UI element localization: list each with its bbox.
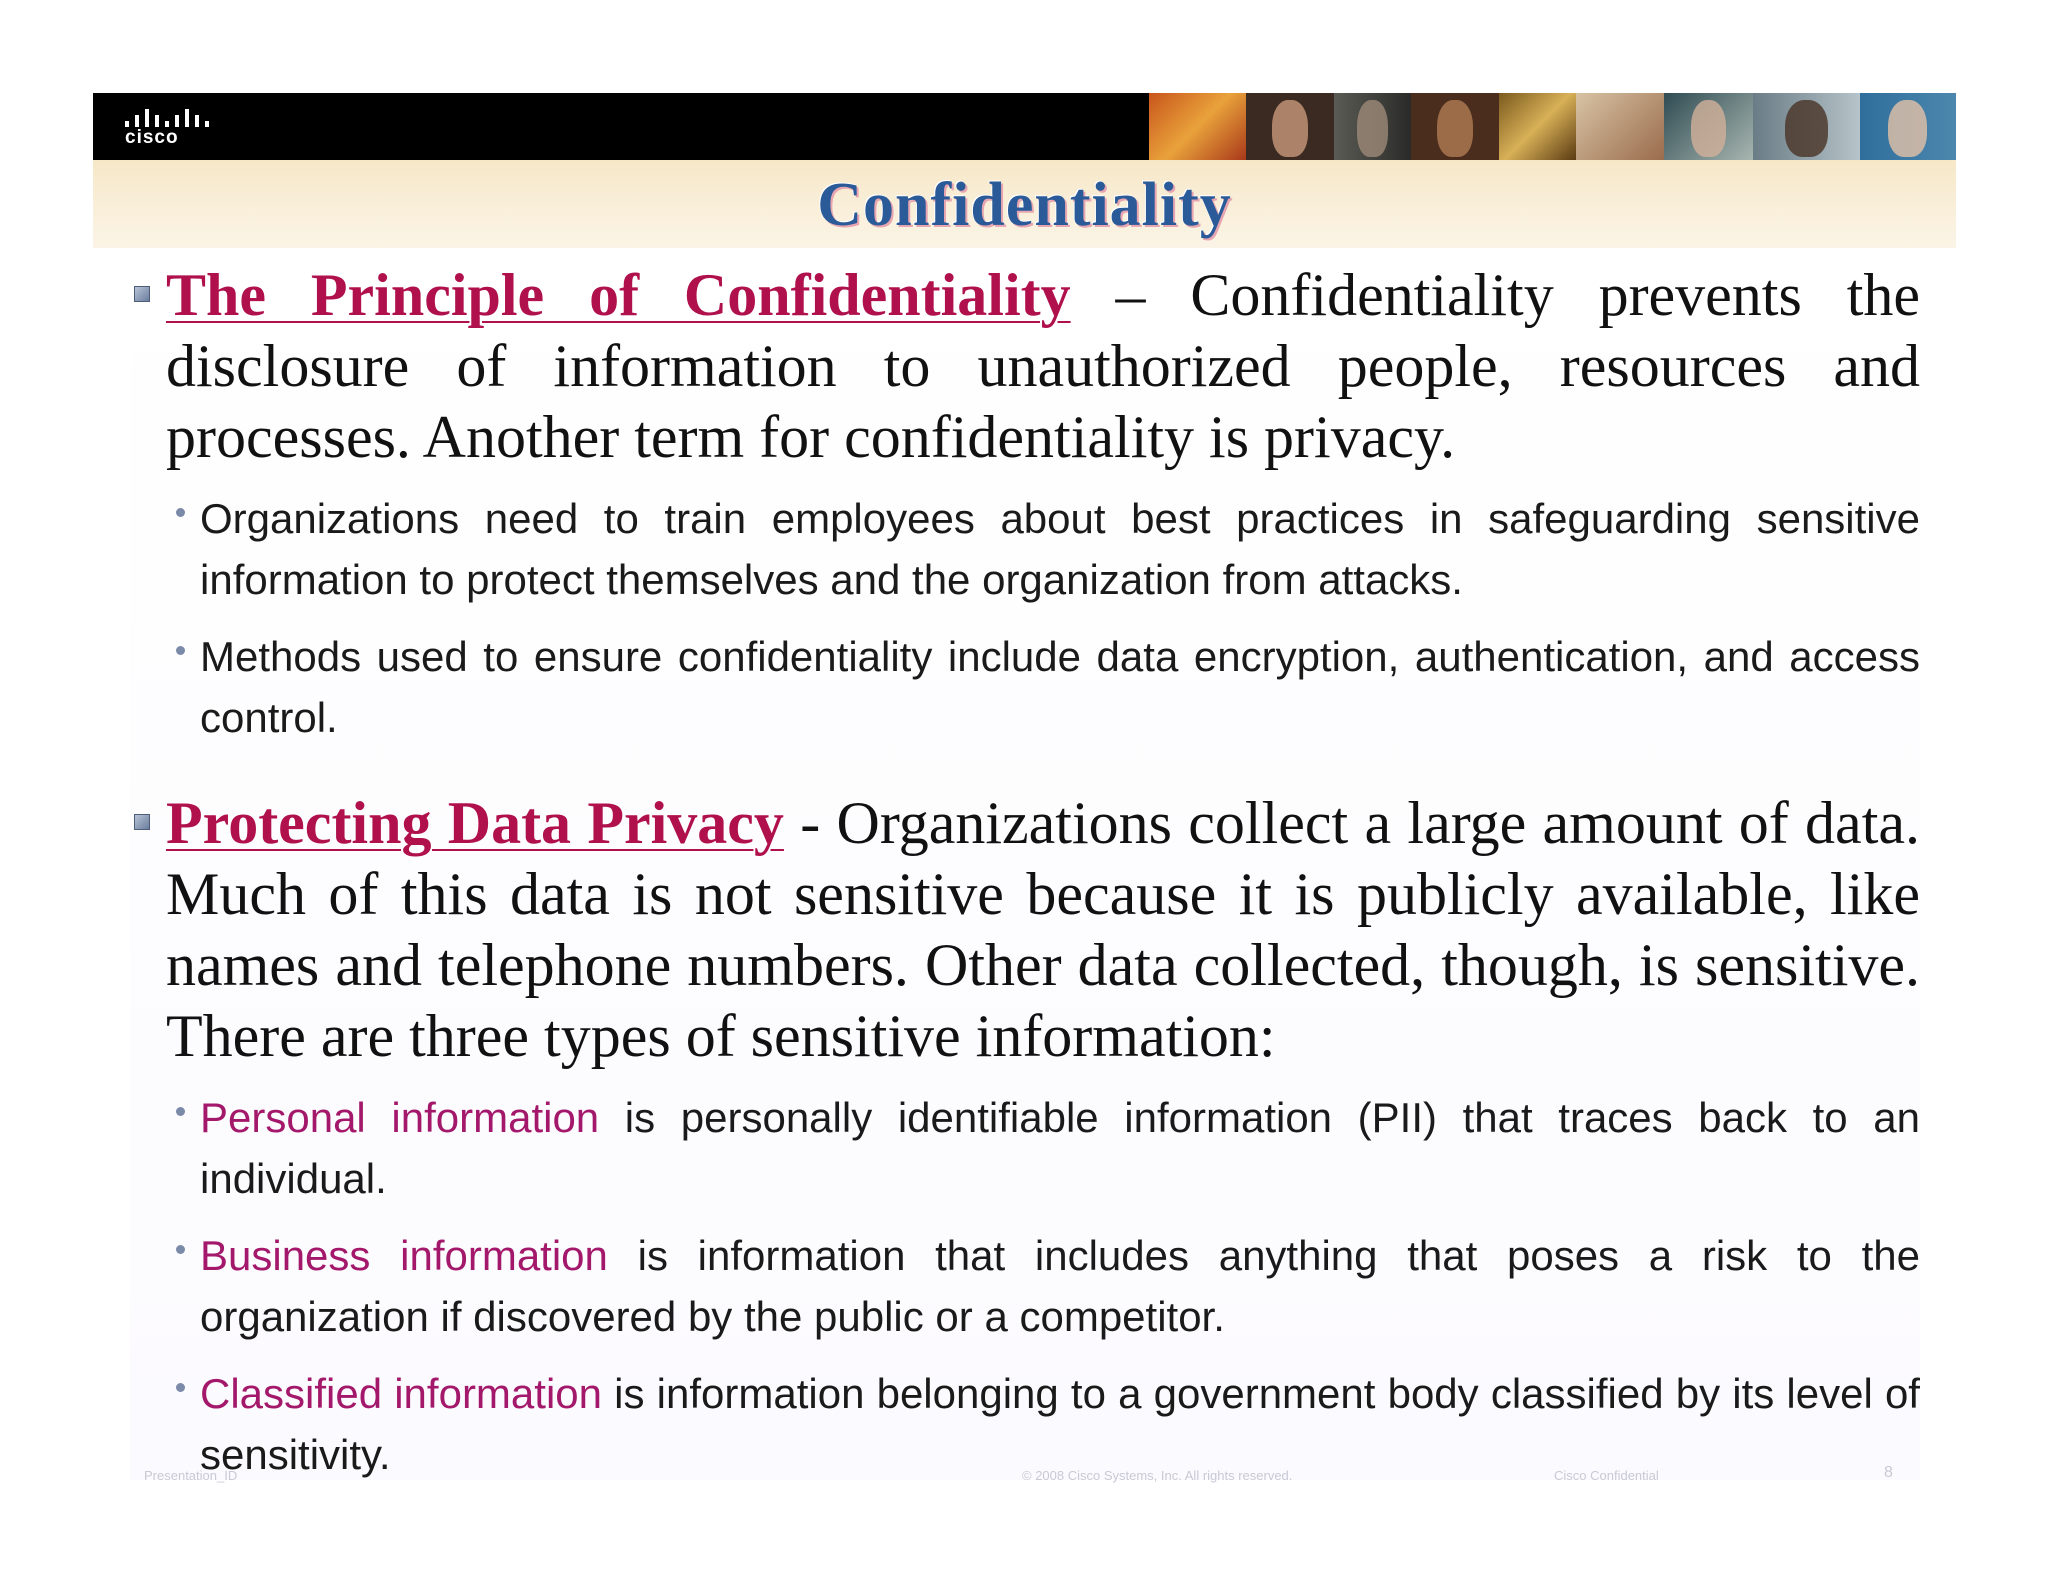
photo-tile — [1576, 93, 1665, 160]
photo-tile — [1334, 93, 1411, 160]
separator: - — [783, 790, 837, 856]
photo-tile — [1860, 93, 1957, 160]
slide-title: Confidentiality — [817, 171, 1232, 239]
bullet-dot-icon — [176, 508, 185, 517]
square-bullet-icon — [134, 286, 150, 302]
footer-copyright: © 2008 Cisco Systems, Inc. All rights reserved. — [1022, 1468, 1293, 1483]
bullet-term: Personal information — [200, 1094, 600, 1141]
photo-tile — [1664, 93, 1753, 160]
footer-page-number: 8 — [1884, 1464, 1893, 1481]
data-privacy-heading-link[interactable]: Protecting Data Privacy — [166, 790, 784, 856]
photo-tile — [1246, 93, 1335, 160]
bullet-text: is personally identifiable information (PII) that traces back to an individual. — [200, 1094, 1921, 1202]
bullet-term: Business information — [200, 1232, 608, 1279]
bullet-text: is information that includes anything that poses a risk to the organization if discovered by the public or a competitor. — [200, 1232, 1920, 1340]
data-privacy-body: Organizations collect a large amount of data. Much of this data is not sensitive because it is publicly available, like names and telephone numbers. Other data collected, though, is sensitive. There are three types of sensitive information: — [166, 790, 1920, 1069]
square-bullet-icon — [134, 814, 150, 830]
bullet-dot-icon — [176, 1245, 185, 1254]
bullet-text: Methods used to ensure confidentiality include data encryption, authentication, and access control. — [200, 633, 1920, 741]
logo-wordmark: cisco — [125, 127, 179, 148]
list-item — [200, 626, 1920, 748]
list-item — [200, 1363, 1920, 1485]
footer-presentation-id: Presentation_ID — [144, 1468, 238, 1483]
bullet-term: Classified information — [200, 1370, 602, 1417]
photo-strip — [1149, 93, 1956, 160]
bullet-text: Organizations need to train employees about best practices in safeguarding sensitive information to protect themselves and the organization from attacks. — [200, 495, 1920, 603]
section-data-privacy — [166, 788, 1920, 1072]
list-item — [200, 1225, 1920, 1347]
header-band — [93, 93, 1956, 160]
principle-heading-link[interactable]: The Principle of Confidentiality — [166, 262, 1071, 328]
list-item — [200, 488, 1920, 610]
cisco-bridge-icon — [123, 107, 213, 127]
footer-classification: Cisco Confidential — [1554, 1468, 1659, 1483]
bullet-text: is information belonging to a government body classified by its level of sensitivity. — [200, 1370, 1920, 1478]
bullet-dot-icon — [176, 646, 185, 655]
list-item — [200, 1087, 1920, 1209]
principle-body: Confidentiality prevents the disclosure of information to unauthorized people, resources and processes. Another term for confidentiality is privacy. — [166, 262, 1921, 470]
bullet-dot-icon — [176, 1383, 185, 1392]
title-band — [93, 160, 1956, 248]
photo-tile — [1149, 93, 1246, 160]
bullet-dot-icon — [176, 1107, 185, 1116]
section-principle — [166, 260, 1920, 473]
separator: – — [1070, 262, 1191, 328]
slide-content — [130, 250, 1920, 1480]
photo-tile — [1499, 93, 1576, 160]
photo-tile — [1753, 93, 1860, 160]
photo-tile — [1411, 93, 1500, 160]
cisco-logo — [123, 105, 213, 149]
